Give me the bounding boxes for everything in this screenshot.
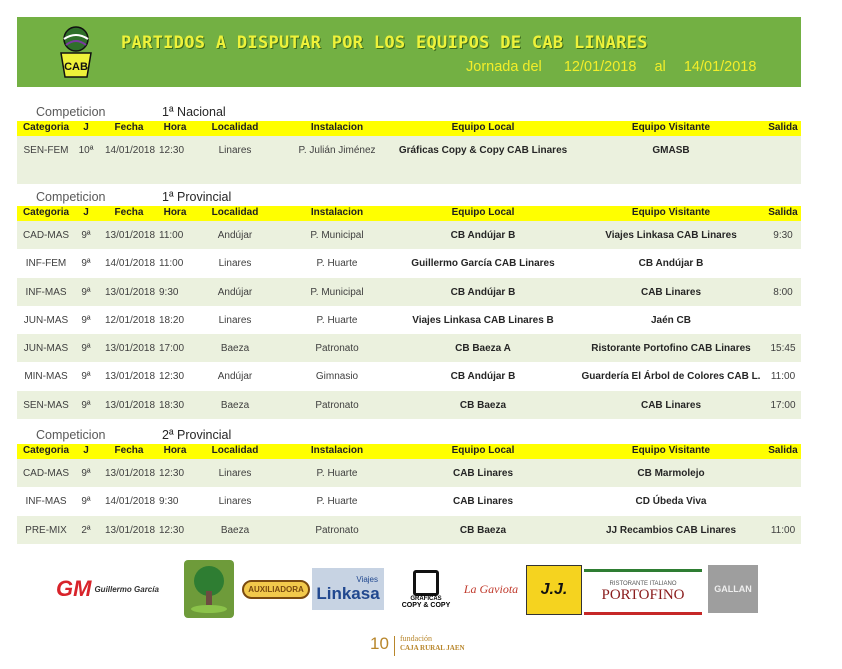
- linkasa-small-label: Viajes: [356, 574, 378, 584]
- svg-text:CAB: CAB: [64, 61, 88, 73]
- competition-label: Competicion: [36, 105, 106, 119]
- sponsor-copy-copy: [394, 560, 458, 618]
- cell-loc: Andújar: [217, 286, 253, 298]
- cell-inst: P. Huarte: [316, 258, 358, 270]
- sponsor-linkasa: [312, 568, 384, 610]
- gaviota-label: La Gaviota: [463, 581, 519, 596]
- table-header: [17, 444, 801, 459]
- cell-j: 9ª: [81, 314, 91, 326]
- cell-local: CAB Linares: [452, 468, 513, 479]
- column-header-hora: Hora: [163, 122, 187, 133]
- cell-fecha: 13/01/2018: [105, 343, 156, 355]
- table-row: [17, 459, 801, 487]
- competition-label: Competicion: [36, 428, 106, 442]
- jornada-dates: [466, 59, 756, 75]
- date-al: al: [654, 59, 666, 75]
- cell-cat: CAD-MAS: [22, 468, 70, 479]
- column-header-categoria: Categoria: [22, 207, 70, 218]
- cell-local: CB Andújar B: [450, 371, 516, 383]
- table-header: [17, 121, 801, 136]
- table-row: [17, 391, 801, 419]
- column-header-salida: Salida: [768, 122, 798, 133]
- column-header-localidad: Localidad: [211, 445, 259, 456]
- header-banner: [17, 17, 801, 87]
- cell-vis: CD Úbeda Viva: [635, 496, 707, 508]
- competition-heading: [17, 427, 801, 444]
- competition-name: 1ª Nacional: [162, 105, 226, 119]
- cell-inst: Gimnasio: [315, 371, 359, 383]
- column-header-salida: Salida: [768, 445, 798, 456]
- sponsor-gallan: [708, 565, 758, 613]
- column-header-j: J: [83, 122, 89, 133]
- portofino-label: PORTOFINO: [601, 586, 685, 603]
- cell-vis: CAB Linares: [640, 399, 701, 411]
- cell-local: Guillermo García CAB Linares: [411, 258, 555, 270]
- table-header: [17, 206, 801, 221]
- cell-j: 9ª: [81, 286, 91, 298]
- auxiliadora-label: AUXILIADORA: [242, 580, 310, 599]
- cell-hora: 12:30: [159, 524, 185, 536]
- cell-cat: PRE-MIX: [25, 524, 67, 536]
- cell-j: 9ª: [81, 496, 91, 508]
- column-header-instalacion: Instalacion: [310, 445, 364, 456]
- cell-inst: Patronato: [315, 399, 359, 411]
- column-header-fecha: Fecha: [114, 122, 144, 133]
- cell-fecha: 14/01/2018: [105, 258, 156, 270]
- column-header-local: Equipo Local: [451, 122, 515, 133]
- cell-vis: GMASB: [652, 145, 690, 156]
- cell-fecha: 13/01/2018: [105, 230, 156, 241]
- cell-vis: CAB Linares: [640, 286, 701, 298]
- column-header-hora: Hora: [163, 445, 187, 456]
- cell-loc: Andújar: [217, 230, 253, 241]
- sponsor-portofino: [584, 569, 702, 615]
- cell-loc: Linares: [218, 258, 252, 270]
- competition-heading: [17, 189, 801, 206]
- jj-label: J.J.: [540, 581, 568, 598]
- sponsor-guillermo-garcia: [56, 560, 168, 618]
- cell-cat: INF-FEM: [25, 258, 67, 270]
- cell-cat: SEN-FEM: [23, 145, 69, 156]
- cab-logo-icon: [51, 23, 101, 81]
- cell-local: Viajes Linkasa CAB Linares B: [412, 314, 554, 326]
- cell-cat: CAD-MAS: [22, 230, 70, 241]
- cell-sal: 17:00: [770, 399, 796, 411]
- cell-cat: INF-MAS: [25, 286, 67, 298]
- competition-name: 2ª Provincial: [162, 428, 232, 442]
- table-row: [17, 516, 801, 544]
- cell-local: CB Baeza: [459, 399, 507, 411]
- cell-hora: 12:30: [159, 371, 185, 383]
- cell-hora: 12:30: [159, 468, 185, 479]
- cell-hora: 18:20: [159, 314, 185, 326]
- column-header-j: J: [83, 207, 89, 218]
- footer-number: 10: [370, 634, 389, 653]
- cell-j: 9ª: [81, 468, 91, 479]
- cell-local: CB Andújar B: [450, 230, 516, 241]
- sponsor-jj-recambios: [526, 565, 582, 615]
- cell-cat: MIN-MAS: [24, 371, 68, 383]
- column-header-fecha: Fecha: [114, 207, 144, 218]
- cell-loc: Baeza: [220, 524, 250, 536]
- cell-inst: P. Huarte: [316, 496, 358, 508]
- cell-local: CB Andújar B: [450, 286, 516, 298]
- banner-title: PARTIDOS A DISPUTAR POR LOS EQUIPOS DE CAB LINARES: [121, 33, 648, 53]
- sponsor-arbol-colores: [184, 560, 234, 618]
- cell-vis: JJ Recambios CAB Linares: [605, 524, 737, 536]
- competition-section: [17, 104, 801, 184]
- cell-fecha: 13/01/2018: [105, 399, 156, 411]
- cell-local: CB Baeza A: [455, 343, 511, 355]
- cell-inst: Patronato: [315, 524, 359, 536]
- column-header-localidad: Localidad: [211, 122, 259, 133]
- tree-icon: [187, 563, 231, 615]
- cell-hora: 18:30: [159, 399, 185, 411]
- cell-sal: 11:00: [770, 371, 796, 383]
- column-header-visitante: Equipo Visitante: [631, 445, 711, 456]
- section-spacer: [17, 164, 801, 184]
- table-row: [17, 221, 801, 249]
- cell-local: Gráficas Copy & Copy CAB Linares: [398, 145, 568, 156]
- column-header-local: Equipo Local: [451, 207, 515, 218]
- cell-cat: SEN-MAS: [23, 399, 69, 411]
- cell-loc: Linares: [218, 314, 252, 326]
- column-header-instalacion: Instalacion: [310, 207, 364, 218]
- column-header-local: Equipo Local: [451, 445, 515, 456]
- sponsor-la-gaviota: [462, 560, 520, 618]
- cell-sal: 8:00: [773, 286, 793, 298]
- column-header-j: J: [83, 445, 89, 456]
- column-header-fecha: Fecha: [114, 445, 144, 456]
- copy-label: COPY & COPY: [401, 601, 451, 609]
- cell-vis: Guardería El Árbol de Colores CAB L.: [581, 371, 761, 383]
- cell-hora: 17:00: [159, 343, 185, 355]
- table-row: [17, 362, 801, 390]
- gm-logo-icon: GM: [56, 576, 92, 601]
- cell-vis: Ristorante Portofino CAB Linares: [591, 343, 751, 355]
- cell-sal: 11:00: [770, 524, 796, 536]
- footer-line1: fundación: [400, 634, 432, 643]
- column-header-instalacion: Instalacion: [310, 122, 364, 133]
- table-row: [17, 334, 801, 362]
- cell-inst: P. Municipal: [310, 230, 364, 241]
- cell-hora: 11:00: [159, 230, 184, 241]
- table-row: [17, 136, 801, 164]
- copy-small-label: GRÁFICAS: [410, 595, 442, 602]
- cell-hora: 12:30: [159, 145, 185, 156]
- copy-logo-icon: [413, 570, 439, 596]
- cell-fecha: 14/01/2018: [105, 145, 156, 156]
- column-header-localidad: Localidad: [211, 207, 259, 218]
- jornada-label: Jornada del: [466, 59, 542, 75]
- table-row: [17, 278, 801, 306]
- cell-vis: CB Andújar B: [638, 258, 704, 270]
- column-header-hora: Hora: [163, 207, 187, 218]
- cell-j: 9ª: [81, 230, 91, 241]
- cell-j: 9ª: [81, 258, 91, 270]
- cell-fecha: 14/01/2018: [105, 496, 156, 508]
- competition-section: [17, 427, 801, 544]
- cell-vis: Viajes Linkasa CAB Linares: [605, 230, 737, 241]
- cell-hora: 9:30: [159, 496, 179, 508]
- footer-divider: [394, 636, 395, 656]
- cell-cat: INF-MAS: [25, 496, 67, 508]
- footer-line2: CAJA RURAL JAEN: [400, 644, 465, 652]
- cell-loc: Linares: [218, 496, 252, 508]
- competition-section: [17, 189, 801, 419]
- portofino-small-label: RISTORANTE ITALIANO: [609, 580, 677, 587]
- cell-loc: Linares: [218, 468, 252, 479]
- column-header-visitante: Equipo Visitante: [631, 122, 711, 133]
- cell-vis: CB Marmolejo: [637, 468, 705, 479]
- competition-name: 1ª Provincial: [162, 190, 232, 204]
- table-row: [17, 306, 801, 334]
- cell-hora: 9:30: [159, 286, 179, 298]
- cell-j: 10ª: [78, 145, 94, 156]
- cell-loc: Baeza: [220, 343, 250, 355]
- cell-local: CB Baeza: [459, 524, 507, 536]
- column-header-visitante: Equipo Visitante: [631, 207, 711, 218]
- sponsor-auxiliadora: [246, 560, 306, 618]
- linkasa-label: Linkasa: [316, 583, 380, 603]
- column-header-salida: Salida: [768, 207, 798, 218]
- cell-fecha: 13/01/2018: [105, 468, 156, 479]
- cell-j: 2ª: [81, 524, 91, 536]
- cell-cat: JUN-MAS: [23, 343, 69, 355]
- cell-j: 9ª: [81, 399, 91, 411]
- cell-inst: Patronato: [315, 343, 359, 355]
- table-row: [17, 487, 801, 515]
- cell-loc: Linares: [218, 145, 252, 156]
- sponsor-logos: [50, 560, 770, 620]
- sponsor-gm-name: Guillermo García: [94, 584, 159, 594]
- column-header-categoria: Categoria: [22, 122, 70, 133]
- date-to: 14/01/2018: [683, 59, 757, 75]
- table-row: [17, 249, 801, 277]
- cell-inst: P. Huarte: [316, 314, 358, 326]
- column-header-categoria: Categoria: [22, 445, 70, 456]
- gallan-label: GALLAN: [714, 584, 752, 594]
- cell-j: 9ª: [81, 371, 91, 383]
- cell-cat: JUN-MAS: [23, 314, 69, 326]
- competition-heading: [17, 104, 801, 121]
- cell-inst: P. Huarte: [316, 468, 358, 479]
- date-from: 12/01/2018: [563, 59, 637, 75]
- cell-inst: P. Julián Jiménez: [298, 145, 376, 156]
- cell-vis: Jaén CB: [650, 314, 691, 326]
- cell-fecha: 12/01/2018: [105, 314, 156, 326]
- cell-hora: 11:00: [159, 258, 184, 270]
- cell-local: CAB Linares: [452, 496, 513, 508]
- cell-sal: 9:30: [773, 230, 793, 241]
- cell-loc: Andújar: [217, 371, 253, 383]
- cell-loc: Baeza: [220, 399, 250, 411]
- cell-fecha: 13/01/2018: [105, 286, 156, 298]
- competition-label: Competicion: [36, 190, 106, 204]
- cell-j: 9ª: [81, 343, 91, 355]
- cell-inst: P. Municipal: [310, 286, 364, 298]
- cell-fecha: 13/01/2018: [105, 524, 156, 536]
- cell-sal: 15:45: [770, 343, 796, 355]
- cell-fecha: 13/01/2018: [105, 371, 156, 383]
